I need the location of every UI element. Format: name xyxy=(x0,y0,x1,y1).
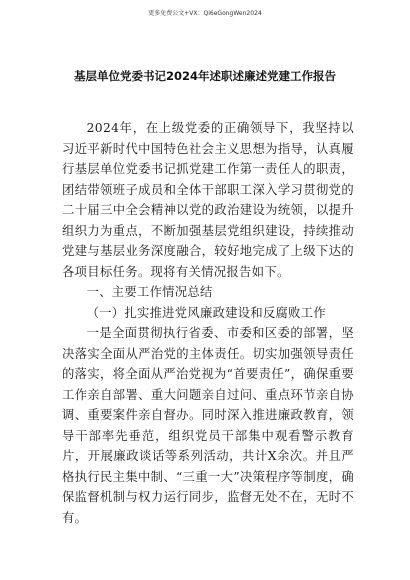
subsection-heading: （一）扎实推进党风廉政建设和反腐败工作 xyxy=(86,305,326,320)
intro-paragraph: 2024年，在上级党委的正确领导下，我坚持以习近平新时代中国特色社会主义思想为指导，认真履行基层单位党委书记抓党建工作第一责任人的职责，团结带领班子成员和全体干部职工深入学习贯彻党的二十届三中全会精神以党的政治建设为统领，以提升组织力为重点，不断加强基层党组织建设，持续推动党建与基层业务深度融合，较好地完成了上级下达的各项目标任务。现将有关情况报告如下。 xyxy=(62,121,354,279)
document-title: 基层单位党委书记2024年述职述廉述党建工作报告 xyxy=(73,69,336,83)
body-paragraph: 一是全面贯彻执行省委、市委和区委的部署，坚决落实全面从严治党的主体责任。切实加强领导责任的落实，将全面从严治党视为“首要责任”，确保重要工作亲自部署、重大问题亲自过问、重点环节亲自协调、重要案件亲自督办。同时深入推进廉政教育，领导干部率先垂范，组织党员干部集中观看警示教育片，开展廉政谈话等系列活动，共计X余次。并且严格执行民主集中制、“三重一大”决策程序等制度，确保监督机制与权力运行同步，监督无处不在，无时不有。 xyxy=(62,326,354,525)
section-heading: 一、主要工作情况总结 xyxy=(86,285,213,299)
document-body xyxy=(62,118,354,528)
header-note: 更多免费公文+VX：Qi6eGongWen2024 xyxy=(148,10,262,17)
